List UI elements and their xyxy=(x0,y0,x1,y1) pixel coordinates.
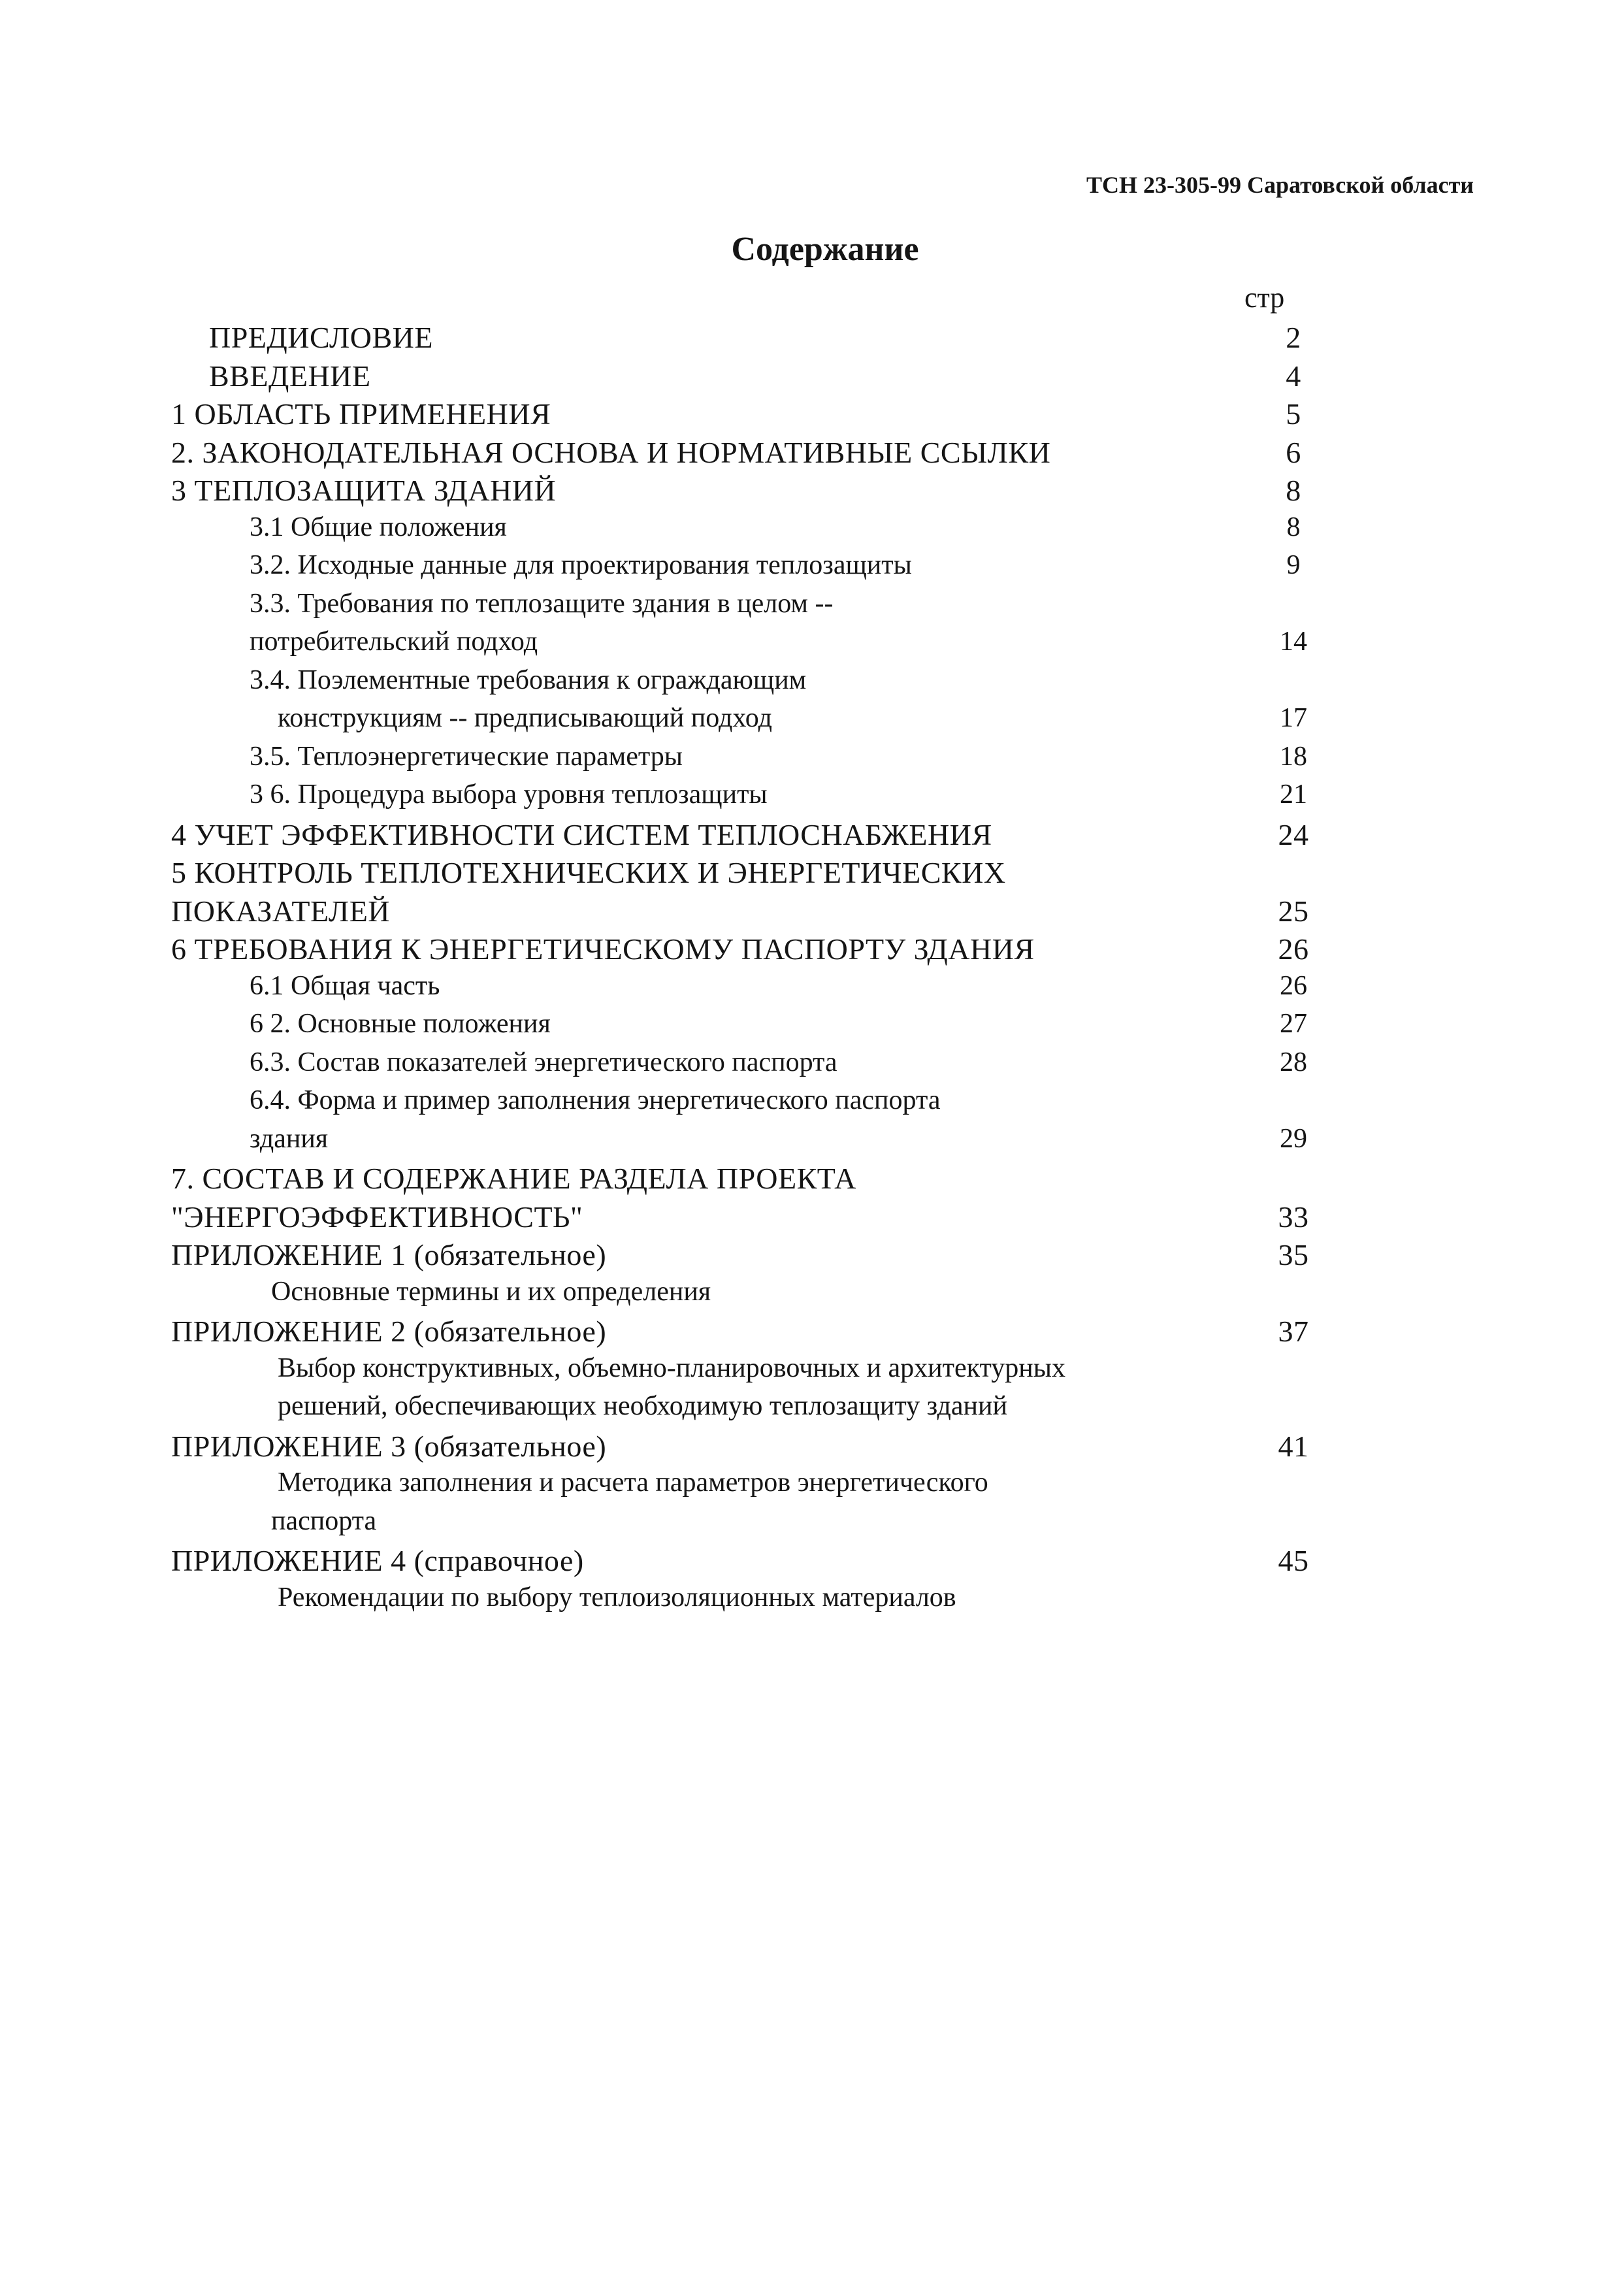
page-title: Содержание xyxy=(731,231,919,268)
toc-entry xyxy=(0,435,1624,474)
document-header: ТСН 23-305-99 Саратовской области xyxy=(1086,172,1474,198)
toc-entry-title: 7. СОСТАВ И СОДЕРЖАНИЕ РАЗДЕЛА ПРОЕКТА xyxy=(171,1162,856,1195)
toc-entry-page: 27 xyxy=(1280,1009,1307,1039)
toc-entry-title: ПРИЛОЖЕНИЕ 3 (обязательное) xyxy=(171,1429,607,1463)
page-column-label: стр xyxy=(1244,282,1285,314)
toc-entry-page: 14 xyxy=(1280,627,1307,657)
toc-entry-title: 3.4. Поэлементные требования к ограждающим xyxy=(250,664,807,695)
toc-entry xyxy=(0,894,1624,932)
toc-entry xyxy=(0,1352,1624,1391)
toc-entry-title: Методика заполнения и расчета параметров энергетического xyxy=(278,1467,988,1498)
toc-entry-title: 6 2. Основные положения xyxy=(250,1009,551,1039)
toc-entry-page: 41 xyxy=(1278,1429,1309,1463)
toc-entry xyxy=(0,932,1624,970)
toc-entry xyxy=(0,320,1624,359)
toc-entry xyxy=(0,1276,1624,1315)
toc-entry xyxy=(0,1505,1624,1544)
toc-entry-page: 26 xyxy=(1280,970,1307,1001)
toc-entry xyxy=(0,1467,1624,1505)
toc-entry-title: Рекомендации по выбору теплоизоляционных материалов xyxy=(278,1582,956,1613)
toc-entry xyxy=(0,855,1624,894)
toc-entry xyxy=(0,473,1624,512)
toc-entry xyxy=(0,1390,1624,1429)
toc-entry xyxy=(0,1008,1624,1047)
toc-entry-page: 45 xyxy=(1278,1544,1309,1577)
toc-entry-page: 2 xyxy=(1286,321,1301,354)
toc-entry-page: 17 xyxy=(1280,703,1307,733)
table-of-contents xyxy=(0,320,1624,1620)
toc-entry-title: ПОКАЗАТЕЛЕЙ xyxy=(171,894,391,928)
toc-entry-title: паспорта xyxy=(271,1505,377,1536)
toc-entry-page: 4 xyxy=(1286,359,1301,393)
toc-entry xyxy=(0,1237,1624,1276)
toc-entry-page: 33 xyxy=(1278,1200,1309,1234)
toc-entry-title: 6.1 Общая часть xyxy=(250,970,440,1001)
toc-entry-title: 3 ТЕПЛОЗАЩИТА ЗДАНИЙ xyxy=(171,474,557,507)
toc-entry-title: ВВЕДЕНИЕ xyxy=(209,359,371,393)
toc-entry-title: Выбор конструктивных, объемно-планировочных и архитектурных xyxy=(278,1352,1065,1383)
toc-entry-page: 24 xyxy=(1278,817,1309,851)
toc-entry-title: 4 УЧЕТ ЭФФЕКТИВНОСТИ СИСТЕМ ТЕПЛОСНАБЖЕНИЯ xyxy=(171,817,992,851)
toc-entry-title: 6.4. Форма и пример заполнения энергетического паспорта xyxy=(250,1085,941,1115)
toc-entry-page: 25 xyxy=(1278,894,1309,928)
toc-entry xyxy=(0,1582,1624,1620)
toc-entry-page: 18 xyxy=(1280,741,1307,772)
toc-entry xyxy=(0,1543,1624,1582)
toc-entry-title: 1 ОБЛАСТЬ ПРИМЕНЕНИЯ xyxy=(171,397,551,431)
toc-entry xyxy=(0,817,1624,856)
toc-entry-page: 8 xyxy=(1286,474,1301,507)
toc-entry-title: конструкциям -- предписывающий подход xyxy=(278,703,772,733)
toc-entry xyxy=(0,588,1624,627)
toc-entry-title: 3.3. Требования по теплозащите здания в целом -- xyxy=(250,588,834,619)
toc-entry xyxy=(0,359,1624,397)
toc-entry-page: 21 xyxy=(1280,779,1307,810)
toc-entry-title: 3.5. Теплоэнергетические параметры xyxy=(250,741,683,772)
toc-entry xyxy=(0,1047,1624,1085)
toc-entry-title: решений, обеспечивающих необходимую теплозащиту зданий xyxy=(278,1391,1007,1421)
toc-entry xyxy=(0,1161,1624,1200)
toc-entry-title: 3 6. Процедура выбора уровня теплозащиты xyxy=(250,779,768,810)
toc-entry-page: 9 xyxy=(1286,550,1301,580)
toc-entry xyxy=(0,779,1624,817)
toc-entry-page: 35 xyxy=(1278,1238,1309,1271)
toc-entry-title: ПРЕДИСЛОВИЕ xyxy=(209,321,433,354)
toc-entry-title: 3.1 Общие положения xyxy=(250,512,507,542)
toc-entry-title: 6 ТРЕБОВАНИЯ К ЭНЕРГЕТИЧЕСКОМУ ПАСПОРТУ ЗДАНИЯ xyxy=(171,932,1035,966)
toc-entry-title: здания xyxy=(250,1123,329,1154)
toc-entry xyxy=(0,970,1624,1009)
toc-entry-page: 29 xyxy=(1280,1123,1307,1154)
toc-entry xyxy=(0,1123,1624,1162)
toc-entry-page: 28 xyxy=(1280,1047,1307,1077)
toc-entry-title: 2. ЗАКОНОДАТЕЛЬНАЯ ОСНОВА И НОРМАТИВНЫЕ ССЫЛКИ xyxy=(171,435,1051,469)
toc-entry-title: "ЭНЕРГОЭФФЕКТИВНОСТЬ" xyxy=(171,1200,583,1234)
toc-entry-page: 26 xyxy=(1278,932,1309,966)
toc-entry-page: 5 xyxy=(1286,397,1301,431)
toc-entry-page: 8 xyxy=(1286,512,1301,542)
toc-entry-title: 6.3. Состав показателей энергетического паспорта xyxy=(250,1047,837,1077)
toc-entry-title: 3.2. Исходные данные для проектирования теплозащиты xyxy=(250,550,912,580)
toc-entry xyxy=(0,1200,1624,1238)
toc-entry xyxy=(0,397,1624,435)
toc-entry xyxy=(0,1085,1624,1123)
toc-entry-title: ПРИЛОЖЕНИЕ 2 (обязательное) xyxy=(171,1315,607,1348)
toc-entry xyxy=(0,549,1624,588)
toc-entry-title: ПРИЛОЖЕНИЕ 4 (справочное) xyxy=(171,1544,584,1577)
toc-entry xyxy=(0,702,1624,741)
toc-entry-title: ПРИЛОЖЕНИЕ 1 (обязательное) xyxy=(171,1238,607,1271)
toc-entry-title: потребительский подход xyxy=(250,627,538,657)
toc-entry xyxy=(0,741,1624,779)
toc-entry-title: 5 КОНТРОЛЬ ТЕПЛОТЕХНИЧЕСКИХ И ЭНЕРГЕТИЧЕСКИХ xyxy=(171,856,1006,889)
toc-entry-title: Основные термины и их определения xyxy=(271,1276,711,1307)
toc-entry xyxy=(0,1429,1624,1467)
toc-entry xyxy=(0,1314,1624,1352)
toc-entry xyxy=(0,512,1624,550)
toc-entry xyxy=(0,626,1624,664)
toc-entry-page: 37 xyxy=(1278,1315,1309,1348)
toc-entry xyxy=(0,664,1624,703)
toc-entry-page: 6 xyxy=(1286,435,1301,469)
